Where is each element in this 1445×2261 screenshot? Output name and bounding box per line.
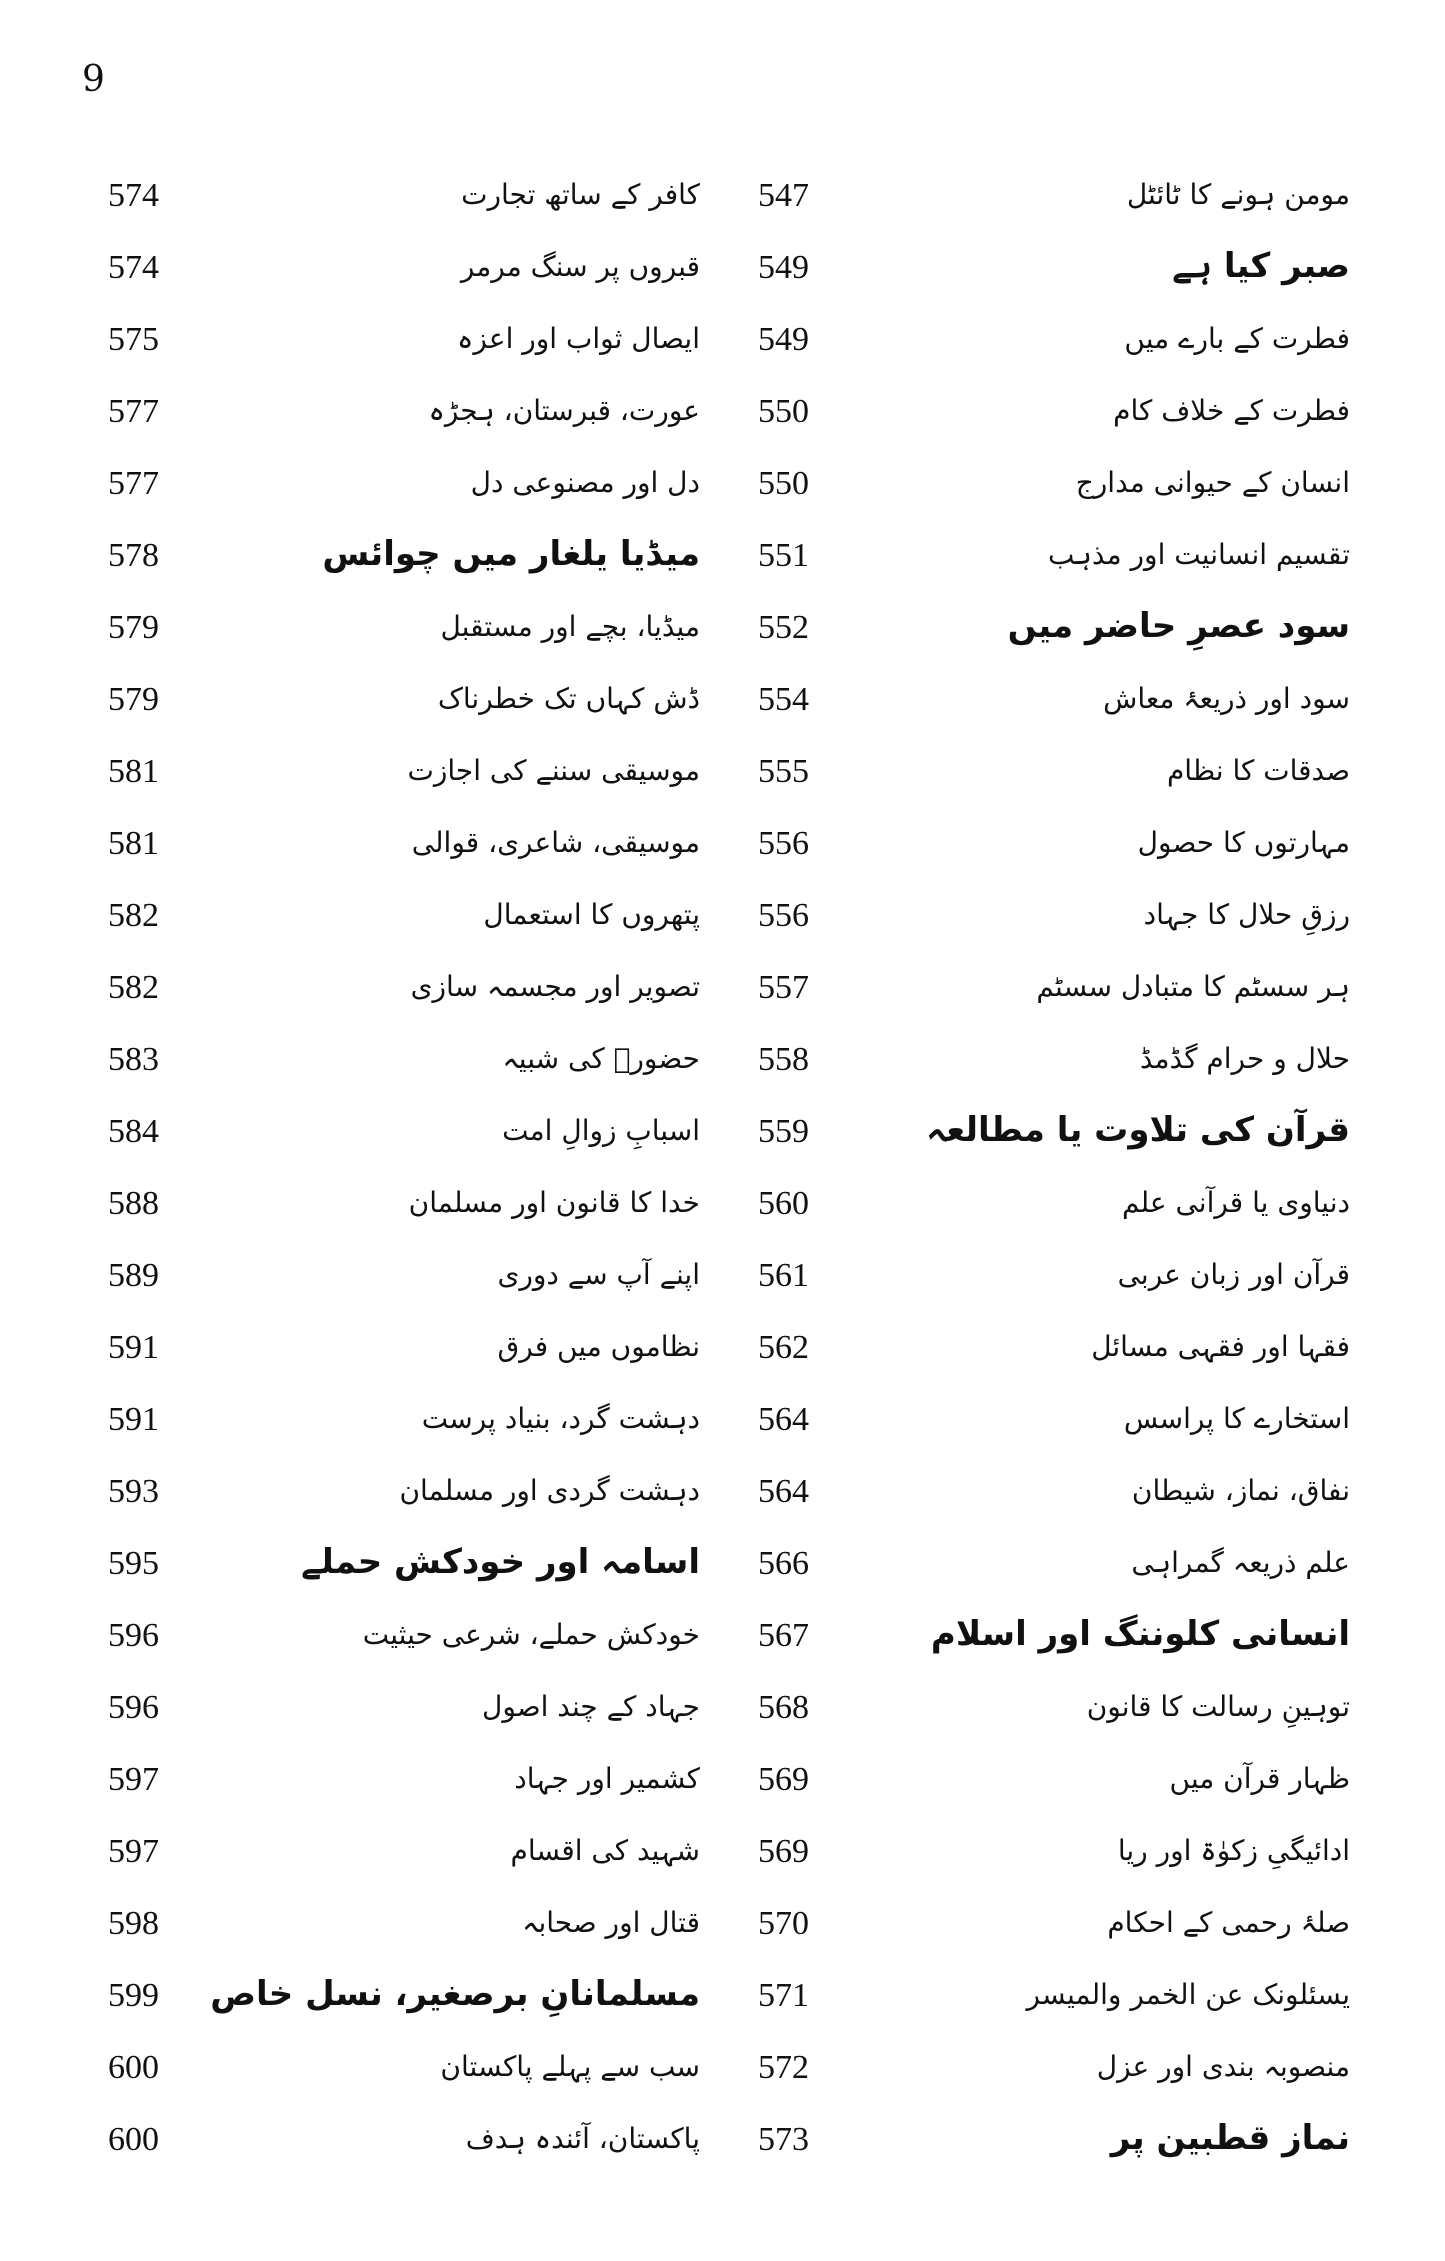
toc-entry-title: ظہار قرآن میں bbox=[1169, 1762, 1350, 1795]
toc-entry bbox=[108, 304, 700, 376]
toc-entry bbox=[758, 1888, 1350, 1960]
toc-entry-title: قرآن اور زبان عربی bbox=[1117, 1258, 1350, 1291]
toc-entry-page: 597 bbox=[108, 1761, 159, 1798]
toc-entry-page: 572 bbox=[758, 2049, 809, 2086]
toc-entry bbox=[108, 664, 700, 736]
toc-entry-page: 579 bbox=[108, 681, 159, 718]
toc-entry-page: 552 bbox=[758, 609, 809, 646]
toc-entry-page: 577 bbox=[108, 393, 159, 430]
toc-entry-page: 596 bbox=[108, 1689, 159, 1726]
toc-entry-page: 560 bbox=[758, 1185, 809, 1222]
toc-entry bbox=[108, 1384, 700, 1456]
toc-entry bbox=[108, 520, 700, 592]
toc-section-heading: نماز قطبین پر bbox=[1110, 2118, 1350, 2158]
toc-entry-page: 554 bbox=[758, 681, 809, 718]
toc-entry-title: سب سے پہلے پاکستان bbox=[440, 2050, 700, 2083]
toc-entry-title: ایصال ثواب اور اعزہ bbox=[457, 322, 700, 355]
toc-entry bbox=[108, 1456, 700, 1528]
toc-entry-title: موسیقی، شاعری، قوالی bbox=[411, 826, 700, 859]
toc-entry bbox=[108, 1600, 700, 1672]
toc-entry bbox=[108, 880, 700, 952]
toc-entry-title: فطرت کے خلاف کام bbox=[1113, 394, 1350, 427]
page-number: 9 bbox=[82, 59, 105, 100]
toc-entry bbox=[758, 592, 1350, 664]
toc-entry bbox=[108, 1024, 700, 1096]
toc-entry-title: دنیاوی یا قرآنی علم bbox=[1121, 1186, 1350, 1219]
toc-entry-page: 551 bbox=[758, 537, 809, 574]
toc-entry bbox=[758, 1384, 1350, 1456]
toc-entry bbox=[758, 1312, 1350, 1384]
toc-entry-page: 549 bbox=[758, 321, 809, 358]
toc-entry-page: 566 bbox=[758, 1545, 809, 1582]
toc-entry-page: 582 bbox=[108, 969, 159, 1006]
toc-entry-title: نفاق، نماز، شیطان bbox=[1131, 1474, 1350, 1507]
toc-entry-page: 549 bbox=[758, 249, 809, 286]
toc-entry-page: 564 bbox=[758, 1473, 809, 1510]
toc-entry-title: کشمیر اور جہاد bbox=[514, 1762, 700, 1795]
toc-entry-title: صلۂ رحمی کے احکام bbox=[1107, 1906, 1350, 1939]
toc-entry-title: ادائیگیِ زکوٰۃ اور ریا bbox=[1117, 1834, 1350, 1867]
toc-entry-page: 561 bbox=[758, 1257, 809, 1294]
toc-entry-page: 599 bbox=[108, 1977, 159, 2014]
toc-entry bbox=[758, 1096, 1350, 1168]
toc-entry-title: پاکستان، آئندہ ہدف bbox=[465, 2122, 700, 2155]
toc-entry-title: رزقِ حلال کا جہاد bbox=[1143, 898, 1350, 931]
toc-entry-title: اپنے آپ سے دوری bbox=[497, 1258, 700, 1291]
toc-column-left bbox=[108, 160, 700, 2160]
toc-entry-title: دل اور مصنوعی دل bbox=[470, 466, 700, 499]
toc-entry-title: ڈش کہاں تک خطرناک bbox=[437, 682, 700, 715]
toc-entry-page: 567 bbox=[758, 1617, 809, 1654]
toc-entry bbox=[758, 1024, 1350, 1096]
toc-entry-title: استخارے کا پراسس bbox=[1123, 1402, 1350, 1435]
toc-entry-page: 557 bbox=[758, 969, 809, 1006]
toc-entry-title: فطرت کے بارے میں bbox=[1124, 322, 1350, 355]
toc-entry bbox=[108, 1672, 700, 1744]
toc-column-right bbox=[758, 160, 1350, 2160]
toc-section-heading: صبر کیا ہے bbox=[1172, 246, 1350, 286]
toc-entry-title: مہارتوں کا حصول bbox=[1137, 826, 1350, 859]
toc-entry-page: 556 bbox=[758, 825, 809, 862]
toc-entry bbox=[108, 232, 700, 304]
toc-entry-page: 559 bbox=[758, 1113, 809, 1150]
toc-entry bbox=[108, 160, 700, 232]
toc-entry-page: 579 bbox=[108, 609, 159, 646]
toc-entry-page: 588 bbox=[108, 1185, 159, 1222]
toc-entry bbox=[758, 520, 1350, 592]
toc-entry bbox=[108, 1528, 700, 1600]
toc-entry-page: 593 bbox=[108, 1473, 159, 1510]
toc-entry bbox=[108, 376, 700, 448]
toc-entry-page: 581 bbox=[108, 753, 159, 790]
toc-entry-page: 583 bbox=[108, 1041, 159, 1078]
toc-entry-page: 550 bbox=[758, 393, 809, 430]
toc-entry bbox=[108, 2104, 700, 2176]
toc-entry-title: سود اور ذریعۂ معاش bbox=[1103, 682, 1350, 715]
toc-entry bbox=[758, 736, 1350, 808]
toc-entry-title: جہاد کے چند اصول bbox=[482, 1690, 700, 1723]
toc-entry-page: 595 bbox=[108, 1545, 159, 1582]
toc-entry-title: نظاموں میں فرق bbox=[497, 1330, 700, 1363]
toc-section-heading: میڈیا یلغار میں چوائس bbox=[322, 534, 700, 574]
toc-entry bbox=[108, 1168, 700, 1240]
toc-entry-title: اسبابِ زوالِ امت bbox=[502, 1114, 700, 1147]
toc-entry-title: قتال اور صحابہ bbox=[522, 1906, 700, 1939]
toc-entry-page: 582 bbox=[108, 897, 159, 934]
toc-entry bbox=[758, 952, 1350, 1024]
toc-entry bbox=[108, 592, 700, 664]
toc-entry bbox=[758, 2032, 1350, 2104]
toc-entry-title: یسئلونک عن الخمر والمیسر bbox=[1026, 1978, 1350, 2011]
toc-entry-title: عورت، قبرستان، ہجڑہ bbox=[428, 394, 700, 427]
toc-entry-page: 547 bbox=[758, 177, 809, 214]
toc-entry-title: تصویر اور مجسمہ سازی bbox=[410, 970, 700, 1003]
toc-entry bbox=[758, 1456, 1350, 1528]
toc-entry bbox=[108, 736, 700, 808]
toc-entry bbox=[108, 1960, 700, 2032]
toc-entry-page: 581 bbox=[108, 825, 159, 862]
toc-entry-page: 589 bbox=[108, 1257, 159, 1294]
toc-entry bbox=[758, 1240, 1350, 1312]
toc-section-heading: انسانی کلوننگ اور اسلام bbox=[930, 1614, 1350, 1654]
toc-entry-page: 550 bbox=[758, 465, 809, 502]
toc-entry-page: 574 bbox=[108, 177, 159, 214]
toc-entry bbox=[108, 952, 700, 1024]
toc-entry-page: 555 bbox=[758, 753, 809, 790]
toc-entry-page: 591 bbox=[108, 1329, 159, 1366]
toc-entry-page: 596 bbox=[108, 1617, 159, 1654]
toc-entry bbox=[758, 304, 1350, 376]
toc-entry-title: شہید کی اقسام bbox=[510, 1834, 700, 1867]
toc-entry-page: 568 bbox=[758, 1689, 809, 1726]
toc-entry-title: توہینِ رسالت کا قانون bbox=[1086, 1690, 1350, 1723]
toc-entry bbox=[758, 376, 1350, 448]
toc-entry bbox=[758, 1744, 1350, 1816]
toc-entry bbox=[758, 232, 1350, 304]
toc-entry bbox=[758, 1528, 1350, 1600]
toc-entry-page: 556 bbox=[758, 897, 809, 934]
toc-entry-page: 562 bbox=[758, 1329, 809, 1366]
toc-entry-page: 584 bbox=[108, 1113, 159, 1150]
toc-entry bbox=[758, 2104, 1350, 2176]
toc-entry-title: میڈیا، بچے اور مستقبل bbox=[440, 610, 700, 643]
toc-entry-page: 600 bbox=[108, 2121, 159, 2158]
toc-entry-page: 600 bbox=[108, 2049, 159, 2086]
toc-entry bbox=[108, 1816, 700, 1888]
toc-entry bbox=[108, 1744, 700, 1816]
toc-section-heading: اسامہ اور خودکش حملے bbox=[301, 1542, 700, 1582]
toc-entry-title: حضورؐ کی شبیہ bbox=[502, 1042, 700, 1075]
toc-entry-title: پتھروں کا استعمال bbox=[483, 898, 700, 931]
toc-entry-page: 570 bbox=[758, 1905, 809, 1942]
toc-entry bbox=[758, 1600, 1350, 1672]
toc-entry-title: علم ذریعہ گمراہی bbox=[1131, 1546, 1350, 1579]
toc-entry-title: قبروں پر سنگ مرمر bbox=[460, 250, 700, 283]
toc-entry-title: موسیقی سننے کی اجازت bbox=[407, 754, 700, 787]
toc-entry-title: کافر کے ساتھ تجارت bbox=[461, 178, 700, 211]
toc-entry-page: 591 bbox=[108, 1401, 159, 1438]
toc-entry bbox=[758, 1816, 1350, 1888]
toc-entry-title: حلال و حرام گڈمڈ bbox=[1139, 1042, 1350, 1075]
toc-entry bbox=[758, 160, 1350, 232]
toc-entry bbox=[108, 1240, 700, 1312]
toc-entry bbox=[758, 1960, 1350, 2032]
toc-entry-title: ہر سسٹم کا متبادل سسٹم bbox=[1036, 970, 1350, 1003]
toc-entry-page: 573 bbox=[758, 2121, 809, 2158]
toc-entry-title: مومن ہونے کا ٹائٹل bbox=[1126, 178, 1350, 211]
toc-entry-page: 569 bbox=[758, 1761, 809, 1798]
toc-entry-page: 598 bbox=[108, 1905, 159, 1942]
toc-entry-page: 597 bbox=[108, 1833, 159, 1870]
toc-section-heading: مسلمانانِ برصغیر، نسل خاص bbox=[210, 1974, 700, 2014]
toc-entry-title: خدا کا قانون اور مسلمان bbox=[408, 1186, 700, 1219]
toc-entry bbox=[758, 880, 1350, 952]
toc-entry-page: 564 bbox=[758, 1401, 809, 1438]
toc-entry-title: انسان کے حیوانی مدارج bbox=[1075, 466, 1350, 499]
toc-entry-title: منصوبہ بندی اور عزل bbox=[1096, 2050, 1350, 2083]
toc-entry-page: 574 bbox=[108, 249, 159, 286]
toc-entry bbox=[758, 448, 1350, 520]
toc-entry bbox=[758, 1672, 1350, 1744]
toc-entry-title: دہشت گرد، بنیاد پرست bbox=[421, 1402, 700, 1435]
toc-entry-page: 571 bbox=[758, 1977, 809, 2014]
toc-entry bbox=[758, 664, 1350, 736]
toc-section-heading: قرآن کی تلاوت یا مطالعہ bbox=[926, 1110, 1350, 1150]
toc-entry bbox=[758, 1168, 1350, 1240]
toc-entry-page: 577 bbox=[108, 465, 159, 502]
toc-entry-title: تقسیم انسانیت اور مذہب bbox=[1048, 538, 1350, 571]
toc-entry-title: خودکش حملے، شرعی حیثیت bbox=[362, 1618, 700, 1651]
toc-entry bbox=[108, 448, 700, 520]
toc-entry bbox=[108, 808, 700, 880]
toc-entry-page: 569 bbox=[758, 1833, 809, 1870]
toc-section-heading: سود عصرِ حاضر میں bbox=[1007, 606, 1350, 646]
toc-entry-page: 578 bbox=[108, 537, 159, 574]
toc-entry-title: دہشت گردی اور مسلمان bbox=[399, 1474, 700, 1507]
toc-entry-title: فقہا اور فقہی مسائل bbox=[1091, 1330, 1350, 1363]
toc-entry bbox=[108, 1096, 700, 1168]
toc-entry bbox=[108, 2032, 700, 2104]
toc-entry bbox=[108, 1888, 700, 1960]
toc-entry bbox=[758, 808, 1350, 880]
toc-entry-page: 558 bbox=[758, 1041, 809, 1078]
toc-entry-page: 575 bbox=[108, 321, 159, 358]
toc-entry-title: صدقات کا نظام bbox=[1166, 754, 1350, 787]
toc-entry bbox=[108, 1312, 700, 1384]
